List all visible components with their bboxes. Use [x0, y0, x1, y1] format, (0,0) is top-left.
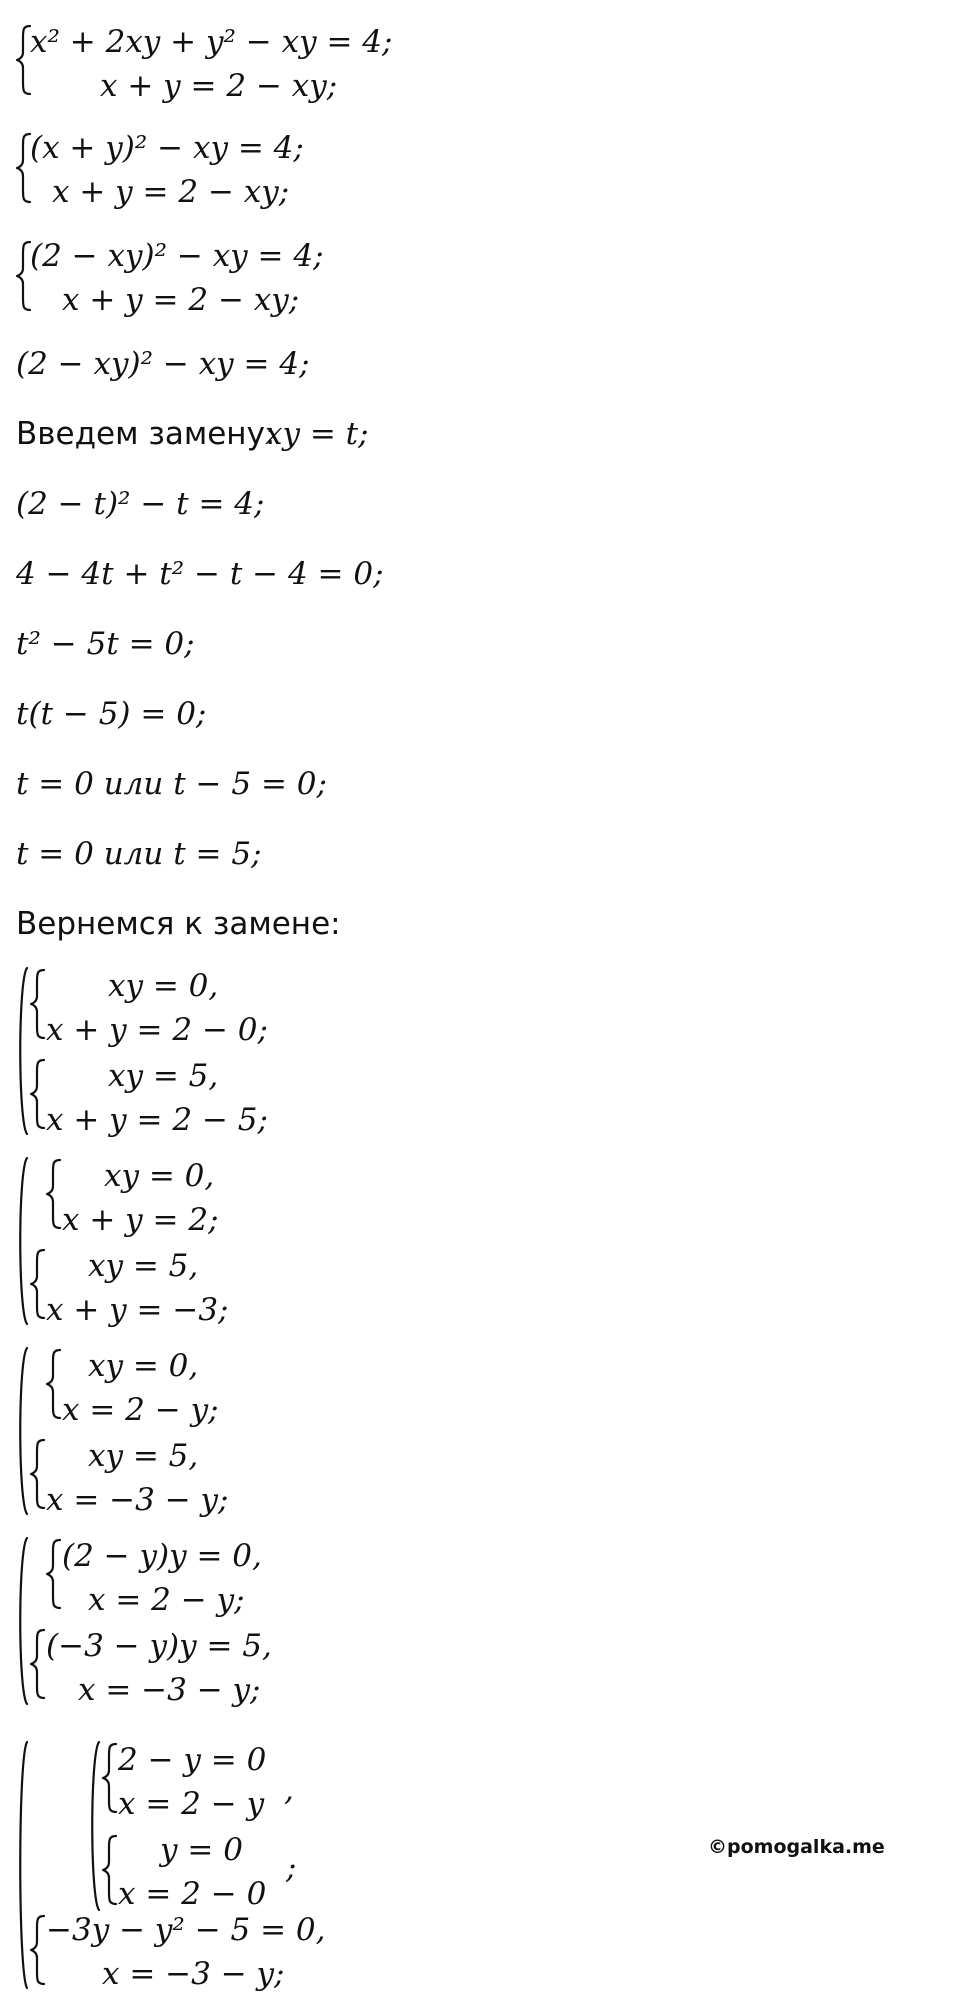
equation-line: x = −3 − y; [46, 1482, 229, 1518]
substitution-label: Введем замену: [16, 416, 276, 452]
substitution-expression: xy = t; [265, 416, 369, 452]
equation-line: (2 − xy)² − xy = 4; [16, 346, 310, 382]
equation-line: x + y = 2 − 0; [46, 1012, 268, 1048]
system-brace [28, 1628, 48, 1700]
equation-line: t = 0 или t − 5 = 0; [16, 766, 327, 802]
equation-line: x + y = 2 − 5; [46, 1102, 268, 1138]
equation-line: x = −3 − y; [102, 1956, 285, 1992]
equation-line: x = 2 − y; [88, 1582, 245, 1618]
equation-line: (2 − y)y = 0, [62, 1538, 262, 1574]
equation-line: x = 2 − 0 [118, 1876, 267, 1912]
equation-line: (−3 − y)y = 5, [46, 1628, 272, 1664]
equation-line: xy = 5, [108, 1058, 219, 1094]
equation-line: t = 0 или t = 5; [16, 836, 262, 872]
equation-line: x + y = 2 − xy; [62, 282, 300, 318]
separator-semicolon: ; [286, 1850, 297, 1886]
return-label: Вернемся к замене: [16, 906, 341, 942]
watermark: ©pomogalka.me [708, 1836, 885, 1858]
equation-line: −3y − y² − 5 = 0, [46, 1912, 326, 1948]
equation-line: t² − 5t = 0; [16, 626, 195, 662]
system-brace [100, 1742, 120, 1814]
system-brace [44, 1348, 64, 1420]
equation-line: x + y = 2; [62, 1202, 219, 1238]
system-brace [100, 1834, 120, 1906]
equation-line: x + y = 2 − xy; [100, 68, 338, 104]
system-brace [28, 968, 48, 1040]
equation-line: (2 − t)² − t = 4; [16, 486, 265, 522]
system-brace [28, 1248, 48, 1320]
equation-line: xy = 0, [108, 968, 219, 1004]
system-brace [28, 1058, 48, 1130]
equation-line: t(t − 5) = 0; [16, 696, 207, 732]
equation-line: x + y = 2 − xy; [52, 174, 290, 210]
equation-line: x = 2 − y [118, 1786, 265, 1822]
equation-line: (2 − xy)² − xy = 4; [30, 238, 324, 274]
equation-line: (x + y)² − xy = 4; [30, 130, 304, 166]
equation-line: x = −3 − y; [78, 1672, 261, 1708]
system-brace [44, 1538, 64, 1610]
system-brace [28, 1438, 48, 1510]
separator-comma: , [284, 1772, 294, 1808]
equation-line: x + y = −3; [46, 1292, 229, 1328]
system-brace [44, 1158, 64, 1230]
equation-line: xy = 0, [104, 1158, 215, 1194]
equation-line: xy = 0, [88, 1348, 199, 1384]
equation-line: xy = 5, [88, 1438, 199, 1474]
equation-line: 2 − y = 0 [118, 1742, 267, 1778]
equation-line: y = 0 [160, 1832, 243, 1868]
system-brace [28, 1914, 48, 1986]
equation-line: 4 − 4t + t² − t − 4 = 0; [16, 556, 384, 592]
equation-line: x² + 2xy + y² − xy = 4; [30, 24, 393, 60]
equation-line: xy = 5, [88, 1248, 199, 1284]
equation-line: x = 2 − y; [62, 1392, 219, 1428]
